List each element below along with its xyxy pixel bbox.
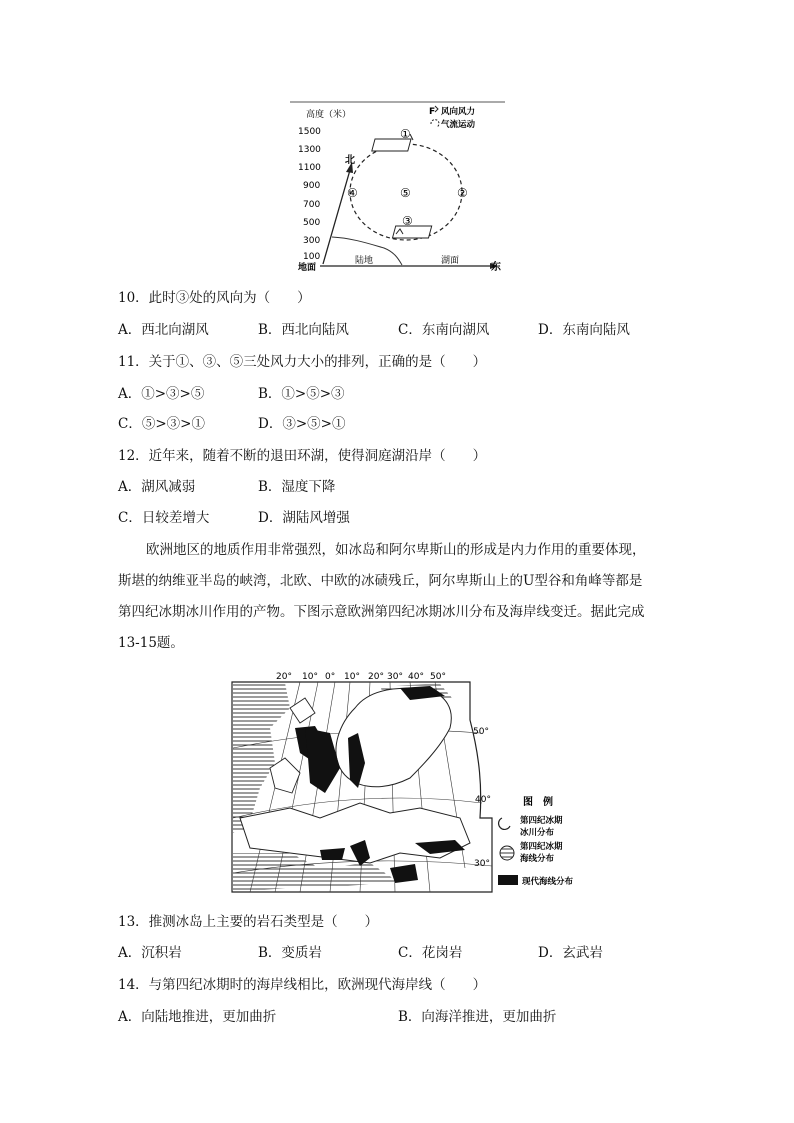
east-label: 东 <box>491 262 501 273</box>
y-tick-label: 1500 <box>298 127 321 137</box>
q13-option-a[interactable]: A．沉积岩 <box>118 945 182 961</box>
longitude-label: 40° <box>408 672 424 682</box>
longitude-label: 20° <box>276 672 292 682</box>
q11-option-d[interactable]: D．③>⑤>① <box>258 416 346 432</box>
passage-line-1: 欧洲地区的地质作用非常强烈，如冰岛和阿尔卑斯山的形成是内力作用的重要体现， <box>146 542 646 558</box>
legend-wind-label: 风向风力 <box>441 107 476 117</box>
q14-option-b[interactable]: B．向海洋推进，更加曲折 <box>398 1009 557 1025</box>
q11-option-c[interactable]: C．⑤>③>① <box>118 416 205 432</box>
marker-2: ② <box>457 186 468 200</box>
y-tick-label: 300 <box>303 236 321 246</box>
q11-option-a[interactable]: A．①>③>⑤ <box>118 386 205 402</box>
passage-line-4: 13-15题。 <box>118 635 184 651</box>
lake-label: 湖面 <box>441 256 460 266</box>
legend-title: 图 例 <box>523 797 553 808</box>
y-tick-label: 1100 <box>298 163 321 173</box>
question-13-stem: 13．推测冰岛上主要的岩石类型是（ ） <box>118 914 379 930</box>
passage-line-2: 斯堪的纳维亚半岛的峡湾，北欧、中欧的冰碛残丘，阿尔卑斯山上的U型谷和角峰等都是 <box>118 573 643 589</box>
modern-coastline-fill <box>320 848 345 860</box>
legend-old-coast-line2: 海线分布 <box>520 854 555 864</box>
modern-coastline-legend-icon <box>498 875 518 885</box>
passage-line-3: 第四纪冰期冰川作用的产物。下图示意欧洲第四纪冰期冰川分布及海岸线变迁。据此完成 <box>118 604 645 620</box>
q14-option-a[interactable]: A．向陆地推进，更加曲折 <box>118 1009 277 1025</box>
north-axis <box>323 170 350 264</box>
question-12-stem: 12．近年来，随着不断的退田环湖，使得洞庭湖沿岸（ ） <box>118 448 487 464</box>
question-10-stem: 10．此时③处的风向为（ ） <box>118 290 311 306</box>
latitude-label-30: 30° <box>474 859 490 869</box>
q12-option-a[interactable]: A．湖风减弱 <box>118 479 196 495</box>
legend-modern-coast: 现代海线分布 <box>522 877 574 887</box>
q10-option-b[interactable]: B．西北向陆风 <box>258 322 349 338</box>
marker-1: ① <box>400 127 411 141</box>
longitude-label: 0° <box>325 672 336 682</box>
y-axis-title: 高度（米） <box>306 110 352 120</box>
question-14-stem: 14．与第四纪冰期时的海岸线相比，欧洲现代海岸线（ ） <box>118 977 487 993</box>
glacier-legend-icon <box>499 818 510 829</box>
q13-option-d[interactable]: D．玄武岩 <box>538 945 603 961</box>
y-tick-label: 1300 <box>298 145 321 155</box>
y-tick-label: 700 <box>303 200 321 210</box>
longitude-label: 10° <box>344 672 360 682</box>
longitude-label: 30° <box>387 672 403 682</box>
q13-option-c[interactable]: C．花岗岩 <box>398 945 463 961</box>
wind-arrow-icon <box>435 106 438 112</box>
old-coastline-legend-icon <box>500 846 514 860</box>
q10-option-c[interactable]: C．东南向湖风 <box>398 322 490 338</box>
q12-option-d[interactable]: D．湖陆风增强 <box>258 510 350 526</box>
q12-option-b[interactable]: B．湿度下降 <box>258 479 336 495</box>
europe-glacier-map <box>230 668 630 896</box>
marker-5: ⑤ <box>400 186 411 200</box>
latitude-label-50: 50° <box>473 727 489 737</box>
y-tick-label: 500 <box>303 218 321 228</box>
legend-glacier-line1: 第四纪冰期 <box>520 816 563 826</box>
north-label: 北 <box>345 155 355 166</box>
q12-option-c[interactable]: C．日较差增大 <box>118 510 210 526</box>
latitude-label-40: 40° <box>475 795 491 805</box>
land-label: 陆地 <box>355 256 374 266</box>
question-11-stem: 11．关于①、③、⑤三处风力大小的排列，正确的是（ ） <box>118 354 487 370</box>
q10-option-a[interactable]: A．西北向湖风 <box>118 322 209 338</box>
longitude-label: 20° <box>368 672 384 682</box>
marker-4: ④ <box>347 186 358 200</box>
q13-option-b[interactable]: B．变质岩 <box>258 945 322 961</box>
q11-option-b[interactable]: B．①>⑤>③ <box>258 386 345 402</box>
longitude-label: 50° <box>430 672 446 682</box>
airflow-loop-icon <box>431 120 439 127</box>
y-tick-label: 900 <box>303 181 321 191</box>
q10-option-d[interactable]: D．东南向陆风 <box>538 322 630 338</box>
lake-breeze-diagram <box>290 98 510 276</box>
legend-old-coast-line1: 第四纪冰期 <box>520 842 563 852</box>
legend-wind-symbol: F <box>429 107 436 117</box>
legend-airflow-label: 气流运动 <box>441 120 476 130</box>
legend-glacier-line2: 冰川分布 <box>520 828 555 838</box>
marker-3: ③ <box>402 214 413 228</box>
longitude-label: 10° <box>302 672 318 682</box>
ground-label: 地面 <box>298 263 317 273</box>
y-tick-label: 100 <box>303 252 321 262</box>
